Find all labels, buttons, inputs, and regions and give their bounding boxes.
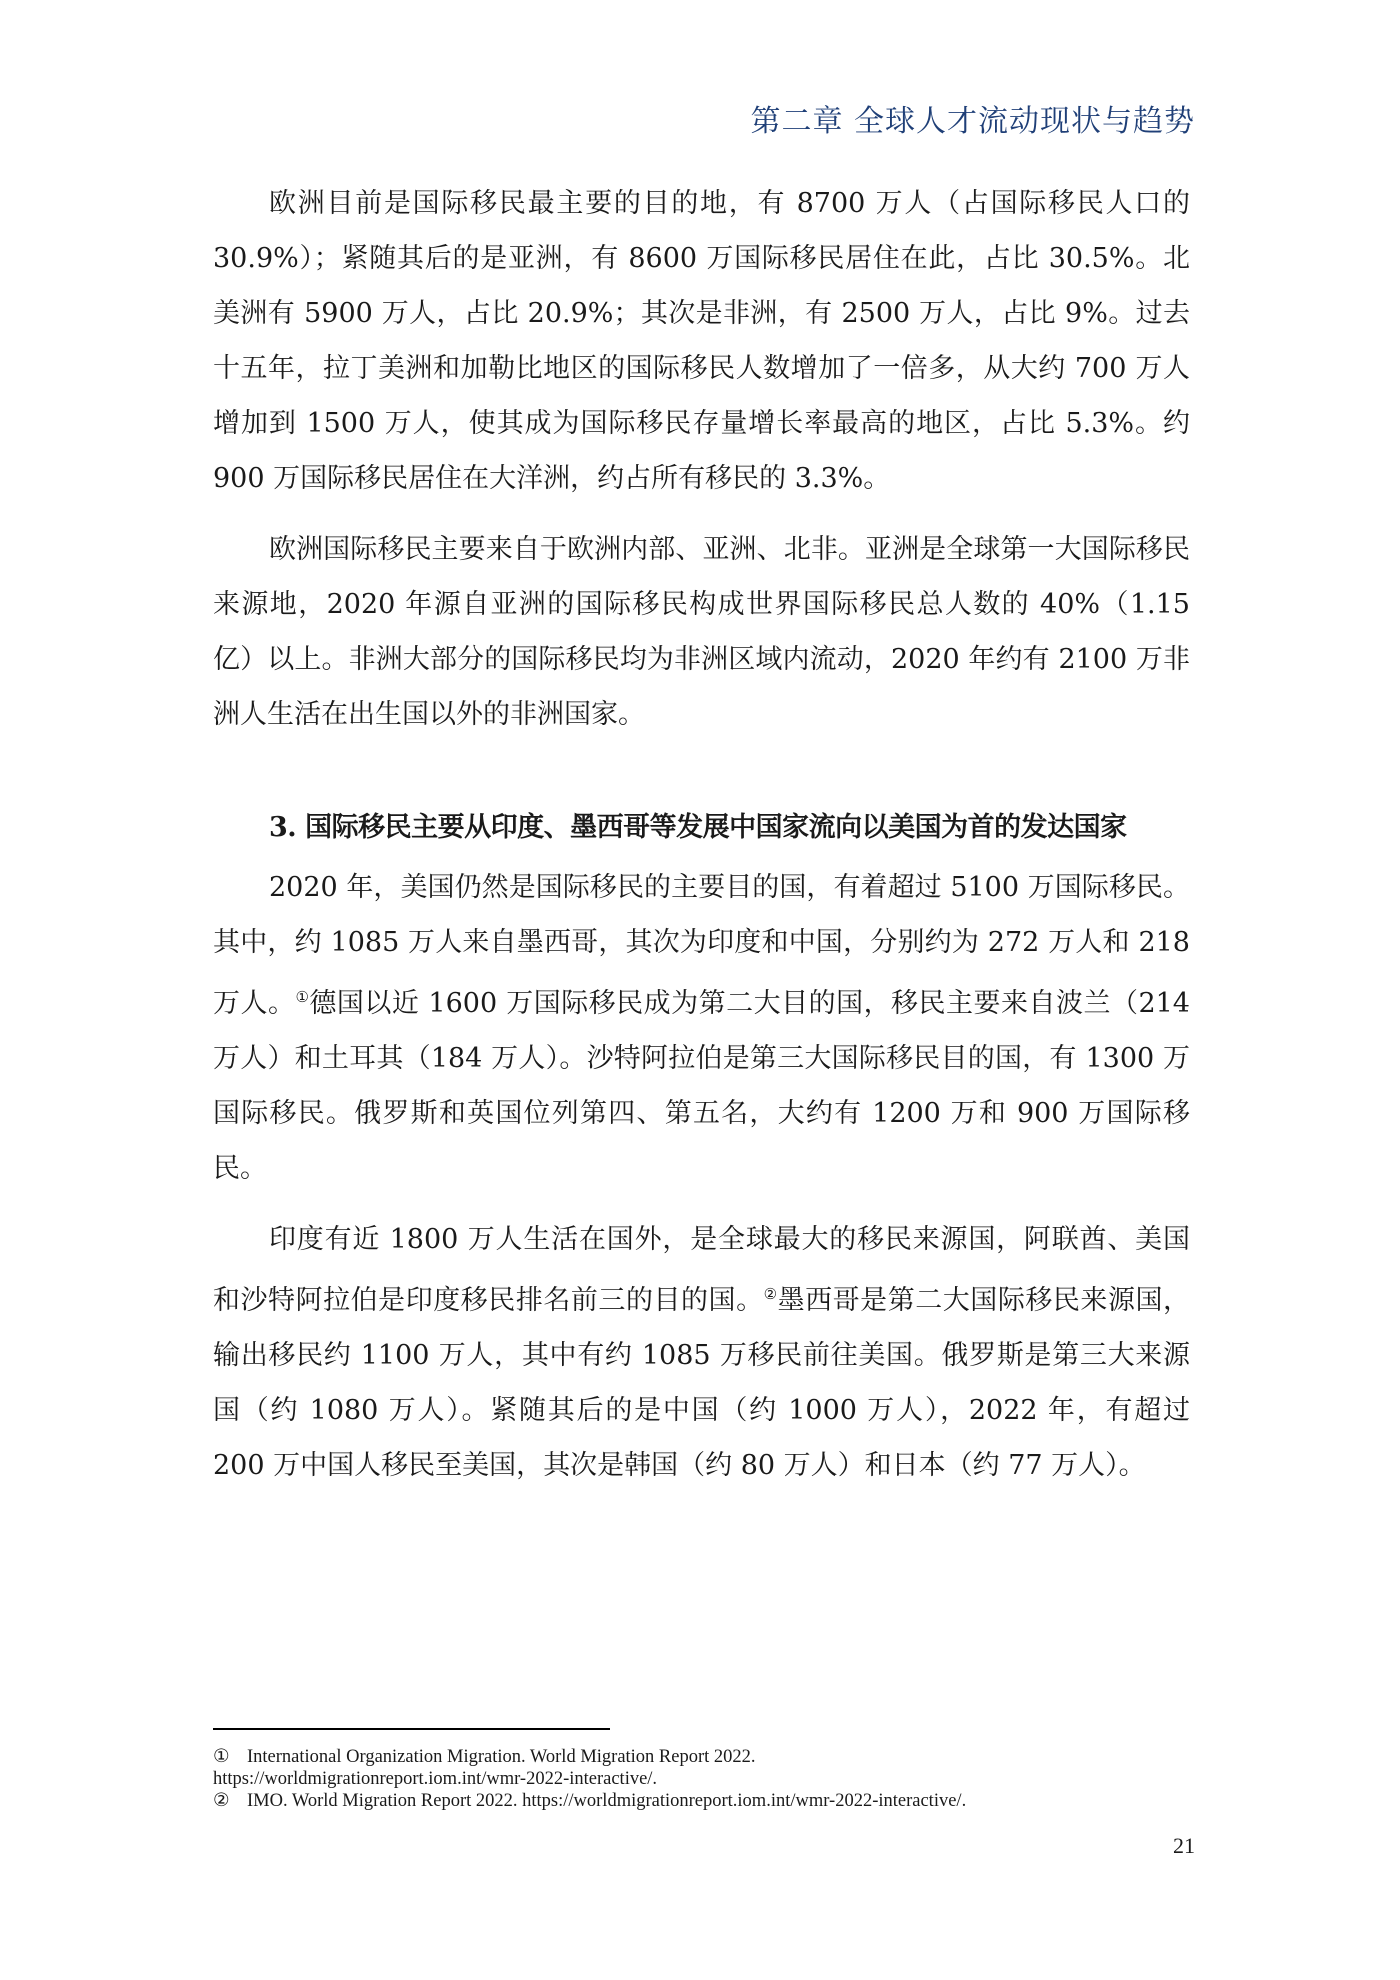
paragraph-migrant-sources: 欧洲国际移民主要来自于欧洲内部、亚洲、北非。亚洲是全球第一大国际移民来源地，2020 年源自亚洲的国际移民构成世界国际移民总人数的 40%（1.15 亿）以上。非洲大部分的国际移民均为非洲区域内流动，2020 年约有 2100 万非洲人生活在出生国以外的非洲国家。	[213, 534, 1190, 730]
chapter-header: 第二章 全球人才流动现状与趋势	[750, 104, 1195, 139]
footnote-ref-2[interactable]: ②	[763, 1285, 778, 1303]
paragraph-text: 墨西哥是第二大国际移民来源国，输出移民约 1100 万人，其中有约 1085 万移民前往美国。俄罗斯是第三大来源国（约 1080 万人）。紧随其后的是中国（约 1000 万人），2022 年，有超过 200 万中国人移民至美国，其次是韩国（约 80 万人）和日本（约 77 万人）。	[213, 1285, 1191, 1481]
section-3-heading: 3. 国际移民主要从印度、墨西哥等发展中国家流向以美国为首的发达国家	[269, 812, 1127, 843]
paragraph-europe-destination: 欧洲目前是国际移民最主要的目的地，有 8700 万人（占国际移民人口的 30.9%）；紧随其后的是亚洲，有 8600 万国际移民居住在此，占比 30.5%。北美洲有 5900 万人，占比 20.9%；其次是非洲，有 2500 万人，占比 9%。过去十五年，拉丁美洲和加勒比地区的国际移民人数增加了一倍多，从大约 700 万人增加到 1500 万人，使其成为国际移民存量增长率最高的地区，占比 5.3%。约 900 万国际移民居住在大洋洲，约占所有移民的 3.3%。	[213, 188, 1190, 494]
footnote-divider	[213, 1728, 610, 1730]
paragraph-destination-countries	[213, 860, 1190, 1196]
body-content	[213, 176, 1190, 1509]
page-number: 21	[1173, 1833, 1195, 1858]
footnote-text: IMO. World Migration Report 2022. https://worldmigrationreport.iom.int/wmr-2022-interactive/.	[247, 1791, 967, 1811]
footnote-text: International Organization Migration. World Migration Report 2022.	[247, 1747, 756, 1767]
paragraph-source-countries	[213, 1212, 1190, 1493]
paragraph-text: 德国以近 1600 万国际移民成为第二大目的国，移民主要来自波兰（214 万人）和土耳其（184 万人）。沙特阿拉伯是第三大国际移民目的国，有 1300 万国际移民。俄罗斯和英国位列第四、第五名，大约有 1200 万和 900 万国际移民。	[213, 988, 1190, 1184]
footnote-url[interactable]: https://worldmigrationreport.iom.int/wmr-2022-interactive/.	[213, 1769, 658, 1789]
footnote-1	[213, 1746, 1190, 1790]
footnote-2	[213, 1790, 1190, 1812]
paragraph-text: 印度有近 1800 万人生活在国外，是全球最大的移民来源国，阿联酋、美国和沙特阿拉伯是印度移民排名前三的目的国。	[213, 1224, 1190, 1316]
paragraph-text: 2020 年，美国仍然是国际移民的主要目的国，有着超过 5100 万国际移民。其中，约 1085 万人来自墨西哥，其次为印度和中国，分别约为 272 万人和 218 万人。	[213, 872, 1190, 1019]
footnote-marker: ②	[213, 1791, 230, 1811]
footnote-ref-1[interactable]: ①	[295, 988, 310, 1006]
footnotes	[213, 1746, 1190, 1812]
footnote-marker: ①	[213, 1747, 230, 1767]
